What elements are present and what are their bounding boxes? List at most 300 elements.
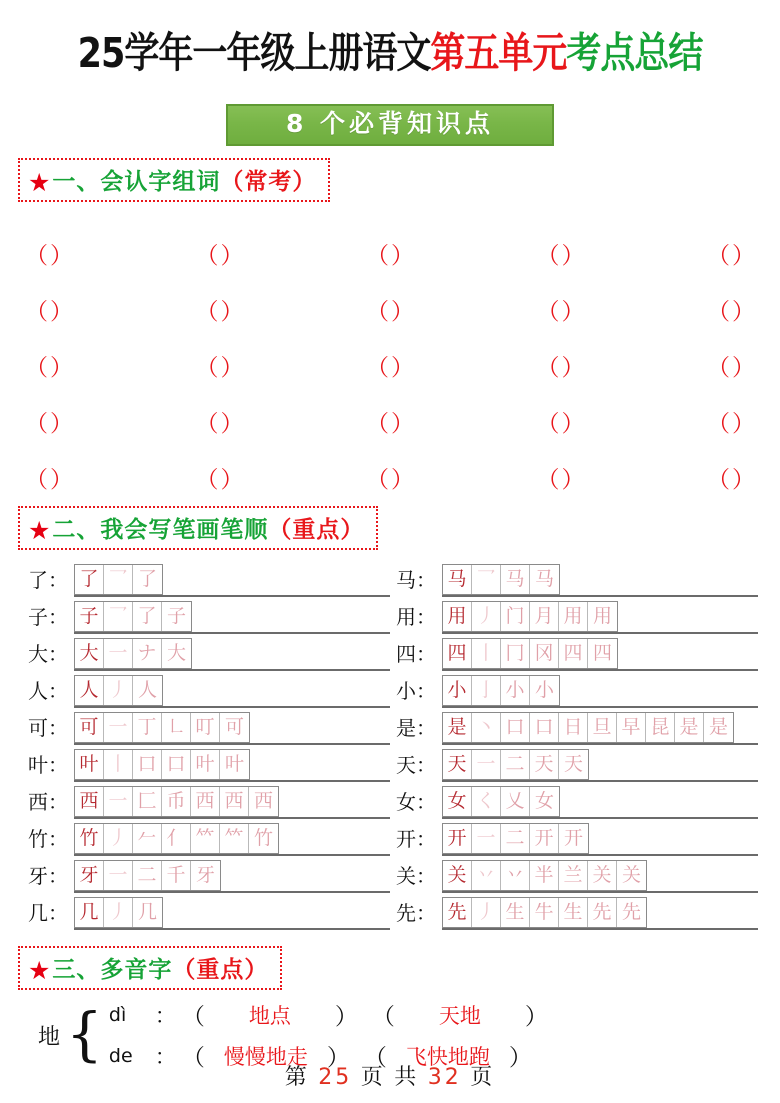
stroke-box-full: 牙 bbox=[75, 861, 104, 890]
writing-line bbox=[442, 710, 758, 747]
stroke-box-full: 关 bbox=[443, 861, 472, 890]
writing-line bbox=[442, 784, 758, 821]
footer-total-pages: 32 bbox=[427, 1065, 462, 1090]
stroke-order-row bbox=[390, 636, 758, 673]
stroke-order-label: 先： bbox=[396, 902, 436, 925]
footer-middle: 页 共 bbox=[360, 1064, 420, 1089]
footer-current-page: 25 bbox=[318, 1065, 353, 1090]
section-2-note: （重点） bbox=[268, 517, 365, 543]
stroke-box-step: 币 bbox=[162, 787, 191, 816]
vocab-row bbox=[24, 212, 756, 268]
stroke-box-step: 马 bbox=[534, 569, 554, 590]
vocab-entry bbox=[195, 301, 245, 324]
footer-prefix: 第 bbox=[284, 1064, 310, 1089]
stroke-box-step: 小 bbox=[501, 676, 530, 705]
writing-line bbox=[442, 636, 758, 673]
stroke-order-label: 大： bbox=[28, 643, 68, 666]
polyphone-line bbox=[109, 998, 562, 1031]
close-paren: ） bbox=[50, 355, 73, 380]
stroke-box-step: 天 bbox=[563, 754, 583, 775]
stroke-order-row bbox=[22, 599, 390, 636]
stroke-box-step: 一 bbox=[104, 639, 133, 668]
stroke-box-step: 𠂉 bbox=[133, 824, 162, 853]
vocab-entry bbox=[536, 245, 586, 268]
stroke-box-full: 女 bbox=[443, 787, 472, 816]
writing-line bbox=[442, 599, 758, 636]
open-paren: （ bbox=[536, 355, 560, 380]
stroke-boxes bbox=[442, 601, 618, 632]
open-paren: （ bbox=[363, 1045, 387, 1070]
vocab-entry bbox=[24, 301, 74, 324]
writing-line bbox=[442, 562, 758, 599]
stroke-boxes bbox=[74, 749, 250, 780]
stroke-order-row bbox=[390, 562, 758, 599]
stroke-order-row bbox=[390, 710, 758, 747]
polyphone-word: 天地 bbox=[438, 1003, 481, 1028]
stroke-order-row bbox=[390, 821, 758, 858]
stroke-box-step: 竹 bbox=[253, 828, 273, 849]
stroke-order-label: 是： bbox=[396, 717, 436, 740]
stroke-boxes bbox=[442, 564, 560, 595]
stroke-order-row bbox=[22, 562, 390, 599]
writing-line bbox=[74, 599, 390, 636]
stroke-box-step: 旦 bbox=[588, 713, 617, 742]
stroke-box-step: 四 bbox=[592, 643, 612, 664]
open-paren: （ bbox=[707, 467, 730, 492]
stroke-box-step: 早 bbox=[617, 713, 646, 742]
vocab-entry bbox=[706, 301, 756, 324]
open-paren: （ bbox=[371, 1004, 395, 1029]
stroke-box-step: 丷 bbox=[472, 861, 501, 890]
stroke-box-step: 一 bbox=[104, 713, 133, 742]
vocabulary-grid bbox=[18, 212, 762, 492]
banner-container bbox=[18, 104, 762, 144]
polyphone-word: 地点 bbox=[248, 1003, 291, 1028]
brace-icon: { bbox=[66, 1000, 103, 1069]
stroke-boxes bbox=[74, 712, 250, 743]
close-paren: ） bbox=[334, 1004, 358, 1029]
stroke-boxes bbox=[74, 564, 163, 595]
close-paren: ） bbox=[508, 1045, 532, 1070]
stroke-box-step: 丿 bbox=[104, 824, 133, 853]
stroke-box-step: 𥫗 bbox=[191, 824, 220, 853]
stroke-order-row bbox=[22, 710, 390, 747]
stroke-order-row bbox=[390, 858, 758, 895]
stroke-order-label: 小： bbox=[396, 680, 436, 703]
section-1-title: 一、会认字组词 bbox=[52, 169, 221, 195]
stroke-box-step: 大 bbox=[166, 643, 186, 664]
stroke-order-label: 了： bbox=[28, 569, 68, 592]
stroke-box-step: 可 bbox=[224, 717, 244, 738]
stroke-order-row bbox=[22, 821, 390, 858]
stroke-box-step: 丿 bbox=[472, 602, 501, 631]
open-paren: （ bbox=[195, 355, 219, 380]
open-paren: （ bbox=[25, 411, 48, 436]
stroke-box-step: 丿 bbox=[104, 898, 133, 927]
stroke-box-full: 叶 bbox=[75, 750, 104, 779]
stroke-box-step: 天 bbox=[530, 750, 559, 779]
stroke-box-step: 一 bbox=[104, 787, 133, 816]
stroke-box-step: 丷 bbox=[501, 861, 530, 890]
stroke-box-step: 门 bbox=[501, 602, 530, 631]
stroke-box-step: 一 bbox=[472, 824, 501, 853]
vocab-entry bbox=[195, 357, 245, 380]
stroke-box-step: 丨 bbox=[104, 750, 133, 779]
writing-line bbox=[74, 821, 390, 858]
polyphone-pinyin: de bbox=[108, 1044, 133, 1067]
stroke-box-step: 昆 bbox=[646, 713, 675, 742]
vocab-entry bbox=[24, 357, 74, 380]
stroke-box-full: 是 bbox=[443, 713, 472, 742]
stroke-boxes bbox=[74, 860, 221, 891]
writing-line bbox=[442, 858, 758, 895]
stroke-box-full: 了 bbox=[75, 565, 104, 594]
stroke-boxes bbox=[442, 897, 647, 928]
stroke-box-step: 开 bbox=[563, 828, 583, 849]
vocab-row bbox=[24, 380, 756, 436]
close-paren: ） bbox=[391, 467, 414, 492]
close-paren: ） bbox=[220, 355, 244, 380]
stroke-boxes bbox=[442, 823, 589, 854]
stroke-box-full: 几 bbox=[75, 898, 104, 927]
stroke-box-step: 一 bbox=[104, 861, 133, 890]
open-paren: （ bbox=[25, 467, 48, 492]
stroke-box-step: 口 bbox=[530, 713, 559, 742]
close-paren: ） bbox=[50, 411, 73, 436]
close-paren: ） bbox=[220, 243, 244, 268]
stroke-order-column-right bbox=[390, 562, 758, 932]
open-paren: （ bbox=[536, 411, 560, 436]
stroke-box-step: 关 bbox=[621, 865, 641, 886]
stroke-order-label: 子： bbox=[28, 606, 68, 629]
stroke-box-step: 乛 bbox=[472, 565, 501, 594]
vocab-entry bbox=[365, 357, 415, 380]
stroke-order-label: 几： bbox=[28, 902, 68, 925]
stroke-box-full: 四 bbox=[443, 639, 472, 668]
stroke-box-full: 小 bbox=[443, 676, 472, 705]
stroke-box-step: 冂 bbox=[501, 639, 530, 668]
section-3-title: 三、多音字 bbox=[52, 957, 173, 983]
polyphone-answer-group bbox=[372, 998, 548, 1031]
open-paren: （ bbox=[366, 467, 389, 492]
stroke-box-full: 可 bbox=[75, 713, 104, 742]
stroke-box-step: 用 bbox=[559, 602, 588, 631]
stroke-box-step: ナ bbox=[133, 639, 162, 668]
title-part-red: 第五单元 bbox=[430, 30, 567, 78]
polyphone-word: 飞快地跑 bbox=[405, 1044, 490, 1069]
open-paren: （ bbox=[366, 299, 389, 324]
polyphone-pinyin: dì bbox=[108, 1003, 127, 1026]
open-paren: （ bbox=[195, 299, 219, 324]
stroke-order-label: 四： bbox=[396, 643, 436, 666]
stroke-box-full: 开 bbox=[443, 824, 472, 853]
page-title bbox=[77, 30, 703, 78]
polyphone-answer-group bbox=[182, 998, 358, 1031]
knowledge-points-banner: 8 个必背知识点 bbox=[226, 104, 554, 146]
vocab-entry bbox=[195, 413, 245, 436]
stroke-box-step: 丿 bbox=[472, 898, 501, 927]
writing-line bbox=[74, 710, 390, 747]
close-paren: ） bbox=[220, 411, 244, 436]
stroke-box-step: 牛 bbox=[530, 898, 559, 927]
open-paren: （ bbox=[25, 355, 48, 380]
stroke-box-step: 兰 bbox=[559, 861, 588, 890]
vocab-entry bbox=[536, 301, 586, 324]
stroke-box-step: 乂 bbox=[501, 787, 530, 816]
writing-line bbox=[74, 673, 390, 710]
stroke-boxes bbox=[442, 712, 734, 743]
stroke-box-full: 竹 bbox=[75, 824, 104, 853]
close-paren: ） bbox=[561, 299, 585, 324]
vocab-row bbox=[24, 436, 756, 492]
stroke-box-step: 西 bbox=[220, 787, 249, 816]
vocab-entry bbox=[536, 357, 586, 380]
open-paren: （ bbox=[366, 411, 389, 436]
open-paren: （ bbox=[536, 467, 560, 492]
stroke-box-full: 人 bbox=[75, 676, 104, 705]
open-paren: （ bbox=[25, 243, 48, 268]
vocab-entry bbox=[195, 245, 245, 268]
stroke-order-row bbox=[22, 636, 390, 673]
stroke-box-step: 二 bbox=[133, 861, 162, 890]
close-paren: ） bbox=[732, 411, 755, 436]
vocab-entry bbox=[365, 413, 415, 436]
colon: ： bbox=[154, 1003, 176, 1028]
open-paren: （ bbox=[366, 243, 389, 268]
writing-line bbox=[74, 858, 390, 895]
stroke-box-step: 乛 bbox=[104, 602, 133, 631]
stroke-order-label: 关： bbox=[396, 865, 436, 888]
stroke-boxes bbox=[442, 749, 589, 780]
stroke-boxes bbox=[74, 601, 192, 632]
stroke-box-step: 亅 bbox=[472, 676, 501, 705]
title-part-green: 考点总结 bbox=[566, 30, 703, 78]
stroke-order-row bbox=[390, 599, 758, 636]
stroke-box-full: 马 bbox=[443, 565, 472, 594]
section-3-note: （重点） bbox=[172, 957, 269, 983]
stroke-box-step: 月 bbox=[530, 602, 559, 631]
vocab-entry bbox=[706, 469, 756, 492]
vocab-entry bbox=[195, 469, 245, 492]
close-paren: ） bbox=[220, 467, 244, 492]
writing-line bbox=[442, 895, 758, 932]
section-1-note: （常考） bbox=[220, 169, 317, 195]
open-paren: （ bbox=[707, 243, 730, 268]
stroke-box-step: 千 bbox=[162, 861, 191, 890]
open-paren: （ bbox=[707, 411, 730, 436]
close-paren: ） bbox=[326, 1045, 350, 1070]
star-icon: ★ bbox=[28, 958, 51, 985]
stroke-order-label: 叶： bbox=[28, 754, 68, 777]
close-paren: ） bbox=[391, 299, 414, 324]
writing-line bbox=[442, 747, 758, 784]
open-paren: （ bbox=[195, 243, 219, 268]
stroke-order-label: 女： bbox=[396, 791, 436, 814]
stroke-box-step: 口 bbox=[133, 750, 162, 779]
stroke-order-row bbox=[390, 747, 758, 784]
stroke-box-step: 女 bbox=[534, 791, 554, 812]
stroke-box-step: 几 bbox=[137, 902, 157, 923]
stroke-box-step: 叶 bbox=[191, 750, 220, 779]
writing-line bbox=[74, 562, 390, 599]
stroke-box-step: 𥫗 bbox=[220, 824, 249, 853]
stroke-box-step: 半 bbox=[530, 861, 559, 890]
section-heading-1 bbox=[18, 158, 330, 202]
vocab-row bbox=[24, 324, 756, 380]
title-container bbox=[18, 0, 762, 90]
stroke-box-step: 是 bbox=[708, 717, 728, 738]
stroke-box-step: 子 bbox=[166, 606, 186, 627]
close-paren: ） bbox=[50, 243, 73, 268]
close-paren: ） bbox=[391, 355, 414, 380]
stroke-box-full: 用 bbox=[443, 602, 472, 631]
stroke-box-step: 丶 bbox=[472, 713, 501, 742]
open-paren: （ bbox=[181, 1045, 205, 1070]
stroke-order-row bbox=[390, 895, 758, 932]
writing-line bbox=[442, 821, 758, 858]
stroke-box-step: ㇗ bbox=[162, 713, 191, 742]
stroke-box-full: 大 bbox=[75, 639, 104, 668]
vocab-entry bbox=[536, 413, 586, 436]
stroke-boxes bbox=[442, 638, 618, 669]
stroke-order-label: 开： bbox=[396, 828, 436, 851]
stroke-box-step: く bbox=[472, 787, 501, 816]
close-paren: ） bbox=[561, 411, 585, 436]
stroke-box-step: 冈 bbox=[530, 639, 559, 668]
polyphone-word: 慢慢地走 bbox=[223, 1044, 308, 1069]
vocab-entry bbox=[24, 245, 74, 268]
star-icon: ★ bbox=[28, 170, 51, 197]
stroke-box-step: 匚 bbox=[133, 787, 162, 816]
vocab-entry bbox=[365, 469, 415, 492]
stroke-box-full: 子 bbox=[75, 602, 104, 631]
stroke-box-step: 一 bbox=[472, 750, 501, 779]
writing-line bbox=[442, 673, 758, 710]
stroke-order-row bbox=[22, 858, 390, 895]
close-paren: ） bbox=[50, 299, 73, 324]
stroke-box-step: 先 bbox=[588, 898, 617, 927]
footer-suffix: 页 bbox=[470, 1064, 496, 1089]
stroke-order-label: 可： bbox=[28, 717, 68, 740]
section-heading-2 bbox=[18, 506, 378, 550]
section-heading-3 bbox=[18, 946, 282, 990]
close-paren: ） bbox=[561, 243, 585, 268]
open-paren: （ bbox=[707, 355, 730, 380]
stroke-box-step: 生 bbox=[501, 898, 530, 927]
polyphone-character: 地 bbox=[38, 1023, 61, 1049]
stroke-boxes bbox=[442, 675, 560, 706]
stroke-order-label: 用： bbox=[396, 606, 436, 629]
stroke-boxes bbox=[442, 860, 647, 891]
close-paren: ） bbox=[732, 299, 755, 324]
stroke-box-step: 西 bbox=[253, 791, 273, 812]
stroke-order-row bbox=[390, 784, 758, 821]
vocab-entry bbox=[24, 413, 74, 436]
stroke-box-step: 叶 bbox=[224, 754, 244, 775]
close-paren: ） bbox=[391, 411, 414, 436]
vocab-entry bbox=[706, 357, 756, 380]
vocab-entry bbox=[536, 469, 586, 492]
close-paren: ） bbox=[561, 355, 585, 380]
close-paren: ） bbox=[732, 243, 755, 268]
vocab-entry bbox=[24, 469, 74, 492]
stroke-box-full: 先 bbox=[443, 898, 472, 927]
vocab-entry bbox=[706, 245, 756, 268]
stroke-box-step: 关 bbox=[588, 861, 617, 890]
open-paren: （ bbox=[536, 299, 560, 324]
stroke-box-step: 西 bbox=[191, 787, 220, 816]
stroke-order-row bbox=[22, 673, 390, 710]
stroke-boxes bbox=[74, 897, 163, 928]
stroke-box-step: 马 bbox=[501, 565, 530, 594]
vocab-row bbox=[24, 268, 756, 324]
stroke-order-area bbox=[18, 562, 762, 932]
stroke-box-step: 开 bbox=[530, 824, 559, 853]
stroke-box-step: 是 bbox=[675, 713, 704, 742]
stroke-box-step: 亻 bbox=[162, 824, 191, 853]
stroke-box-full: 天 bbox=[443, 750, 472, 779]
stroke-box-step: 用 bbox=[592, 606, 612, 627]
stroke-box-full: 西 bbox=[75, 787, 104, 816]
close-paren: ） bbox=[732, 355, 755, 380]
stroke-box-step: 了 bbox=[133, 602, 162, 631]
stroke-order-column-left bbox=[22, 562, 390, 932]
close-paren: ） bbox=[391, 243, 414, 268]
stroke-box-step: 丨 bbox=[472, 639, 501, 668]
open-paren: （ bbox=[707, 299, 730, 324]
stroke-box-step: 叮 bbox=[191, 713, 220, 742]
stroke-order-label: 竹： bbox=[28, 828, 68, 851]
stroke-box-step: 了 bbox=[137, 569, 157, 590]
open-paren: （ bbox=[536, 243, 560, 268]
writing-line bbox=[74, 747, 390, 784]
stroke-box-step: 二 bbox=[501, 750, 530, 779]
writing-line bbox=[74, 895, 390, 932]
close-paren: ） bbox=[561, 467, 585, 492]
stroke-order-row bbox=[390, 673, 758, 710]
title-part-black: 25学年一年级上册语文 bbox=[77, 30, 431, 78]
open-paren: （ bbox=[195, 411, 219, 436]
stroke-box-step: 口 bbox=[162, 750, 191, 779]
star-icon: ★ bbox=[28, 518, 51, 545]
writing-line bbox=[74, 784, 390, 821]
stroke-order-label: 人： bbox=[28, 680, 68, 703]
stroke-box-step: 先 bbox=[621, 902, 641, 923]
stroke-order-label: 牙： bbox=[28, 865, 68, 888]
stroke-box-step: 牙 bbox=[195, 865, 215, 886]
stroke-order-row bbox=[22, 895, 390, 932]
stroke-boxes bbox=[442, 786, 560, 817]
stroke-order-label: 马： bbox=[396, 569, 436, 592]
writing-line bbox=[74, 636, 390, 673]
stroke-box-step: 乛 bbox=[104, 565, 133, 594]
stroke-boxes bbox=[74, 675, 163, 706]
close-paren: ） bbox=[732, 467, 755, 492]
close-paren: ） bbox=[524, 1004, 548, 1029]
vocab-entry bbox=[365, 301, 415, 324]
stroke-order-label: 天： bbox=[396, 754, 436, 777]
close-paren: ） bbox=[50, 467, 73, 492]
stroke-box-step: 口 bbox=[501, 713, 530, 742]
stroke-order-row bbox=[22, 784, 390, 821]
open-paren: （ bbox=[195, 467, 219, 492]
stroke-box-step: 人 bbox=[137, 680, 157, 701]
section-2-title: 二、我会写笔画笔顺 bbox=[52, 517, 269, 543]
stroke-order-label: 西： bbox=[28, 791, 68, 814]
stroke-box-step: 丿 bbox=[104, 676, 133, 705]
stroke-box-step: 丁 bbox=[133, 713, 162, 742]
stroke-boxes bbox=[74, 786, 279, 817]
